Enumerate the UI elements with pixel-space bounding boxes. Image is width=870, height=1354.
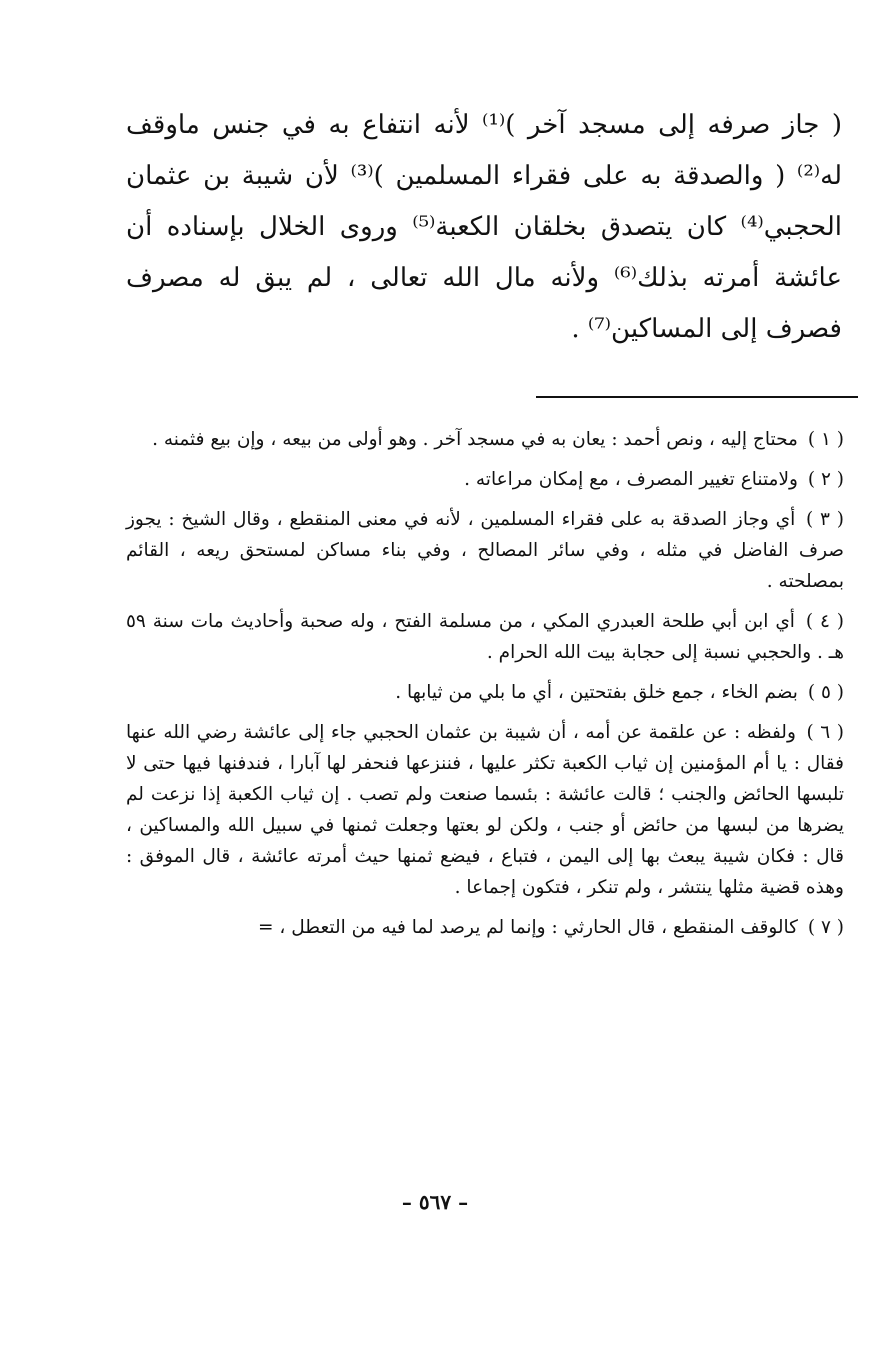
footnote-text: محتاج إليه ، ونص أحمد : يعان به في مسجد آخر . وهو أولى من بيعه ، وإن بيع فثمنه . xyxy=(152,429,798,450)
footnote-number: ( ٣ ) xyxy=(806,509,844,530)
footnote-number: ( ٦ ) xyxy=(806,722,844,743)
footnote-number: ( ٤ ) xyxy=(805,611,844,632)
main-paragraph: ( جاز صرفه إلى مسجد آخر )⁽¹⁾ لأنه انتفاع به في جنس ماوقف له⁽²⁾ ( والصدقة به على فقراء المسلمين )⁽³⁾ لأن شيبة بن عثمان الحجبي⁽⁴⁾ كان يتصدق بخلقان الكعبة⁽⁵⁾ وروى الخلال بإسناده أن عائشة أمرته بذلك⁽⁶⁾ ولأنه مال الله تعالى ، لم يبق له مصرف فصرف إلى المساكين⁽⁷⁾ . xyxy=(126,110,843,344)
main-text xyxy=(126,100,842,355)
footnote-7 xyxy=(126,912,844,943)
footnote-text: ولفظه : عن علقمة عن أمه ، أن شيبة بن عثمان الحجبي جاء إلى عائشة رضي الله عنها فقال : يا أم المؤمنين إن ثياب الكعبة تكثر عليها ، فننزعها فنحفر لها آبارا ، فندفنها فيها حتى لا تلبسها الحائض والجنب ؛ قالت عائشة : بئسما صنعت ولم تصب . إن ثياب الكعبة إذا نزعت لم يضرها من لبسها من حائض أو جنب ، ولكن لو بعتها وجعلت ثمنها في سبيل الله والمساكين ، قال : فكان شيبة يبعث بها إلى اليمن ، فتباع ، فيضع ثمنها حيث أمرته عائشة ، قال الموفق : وهذه قضية مثلها ينتشر ، ولم تنكر ، فتكون إجماعا . xyxy=(126,722,844,898)
footnote-number: ( ٥ ) xyxy=(807,682,844,703)
footnote-number: ( ٢ ) xyxy=(807,469,844,490)
footnote-text: كالوقف المنقطع ، قال الحارثي : وإنما لم يرصد لما فيه من التعطل ، = xyxy=(258,917,798,938)
footnote-3 xyxy=(126,504,844,597)
footnote-2 xyxy=(126,464,844,495)
footnote-text: أي ابن أبي طلحة العبدري المكي ، من مسلمة الفتح ، وله صحبة وأحاديث مات سنة ٥٩ هـ . والحجبي نسبة إلى حجابة بيت الله الحرام . xyxy=(126,611,844,663)
footnote-number: ( ١ ) xyxy=(807,429,844,450)
footnote-6 xyxy=(126,717,844,903)
footnote-1 xyxy=(126,424,844,455)
footnotes xyxy=(126,424,844,952)
footnote-number: ( ٧ ) xyxy=(807,917,844,938)
footnote-text: ولامتناع تغيير المصرف ، مع إمكان مراعاته . xyxy=(464,469,798,490)
footnote-text: أي وجاز الصدقة به على فقراء المسلمين ، لأنه في معنى المنقطع ، وقال الشيخ : يجوز صرف الفاضل في مثله ، وفي سائر المصالح ، وفي بناء مساكن لمستحق ريعه ، القائم بمصلحته . xyxy=(126,509,844,592)
footnote-divider xyxy=(536,396,858,398)
page-number: – ٥٦٧ – xyxy=(401,1190,469,1214)
footnote-text: بضم الخاء ، جمع خلق بفتحتين ، أي ما بلي من ثيابها . xyxy=(395,682,798,703)
footnote-4 xyxy=(126,606,844,668)
footnote-5 xyxy=(126,677,844,708)
